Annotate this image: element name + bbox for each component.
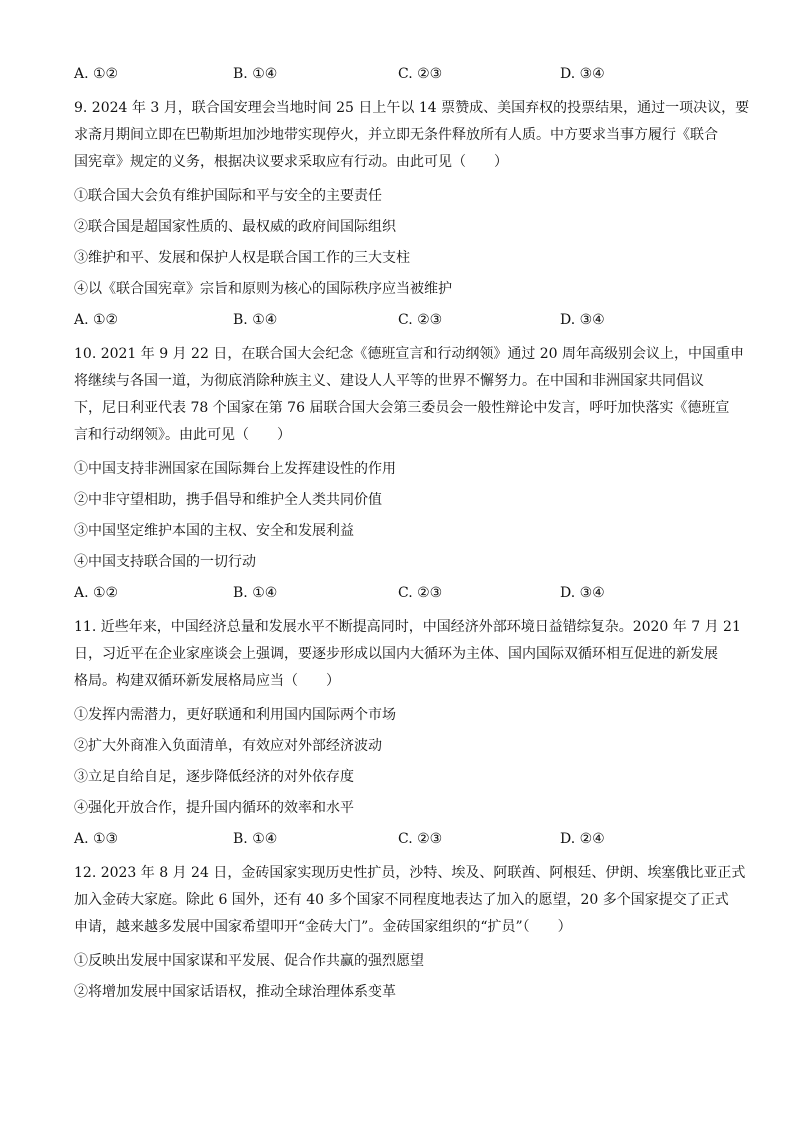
q12-statement-2: ②将增加发展中国家话语权，推动全球治理体系变革 (74, 984, 396, 1000)
q11-option-c: C. ②③ (398, 831, 443, 847)
q9-stem (74, 95, 750, 176)
q9-option-c: C. ②③ (398, 312, 443, 328)
q12-stem-line: 申请，越来越多发展中国家希望叩开“金砖大门”。金砖国家组织的“扩员”（ ） (74, 919, 572, 935)
q10-statement-1: ①中国支持非洲国家在国际舞台上发挥建设性的作用 (74, 461, 396, 477)
q11-option-d: D. ②④ (560, 831, 605, 847)
q10-stem-line: 将继续与各国一道，为彻底消除种族主义、建设人人平等的世界不懈努力。在中国和非洲国家共同倡议 (74, 373, 704, 389)
q11-statement-3: ③立足自给自足，逐步降低经济的对外依存度 (74, 769, 354, 785)
q8-option-c: C. ②③ (398, 66, 443, 82)
q11-stem-line: 日，习近平在企业家座谈会上强调，要逐步形成以国内大循环为主体、国内国际双循环相互促进的新发展 (74, 646, 718, 662)
q9-options (74, 310, 724, 331)
q11-option-a: A. ①③ (74, 831, 119, 847)
q10-stem-line: 言和行动纲领》。由此可见（ ） (74, 427, 291, 443)
q10-option-a: A. ①② (74, 585, 119, 601)
q10-statement-4: ④中国支持联合国的一切行动 (74, 554, 256, 570)
q11-option-b: B. ①④ (233, 831, 278, 847)
exam-page (74, 64, 750, 1013)
q12-statement-1: ①反映出发展中国家谋和平发展、促合作共赢的强烈愿望 (74, 953, 424, 969)
q9-option-a: A. ①② (74, 312, 119, 328)
q11-stem-line: 格局。构建双循环新发展格局应当（ ） (74, 673, 340, 689)
q10-stem (74, 341, 745, 449)
q11-statement-1: ①发挥内需潜力，更好联通和利用国内国际两个市场 (74, 707, 396, 723)
q10-statement-2: ②中非守望相助，携手倡导和维护全人类共同价值 (74, 492, 382, 508)
q10-options (74, 583, 724, 604)
q10-stem-line: 10. 2021 年 9 月 22 日，在联合国大会纪念《德班宣言和行动纲领》通过 20 周年高级别会议上，中国重申 (74, 346, 745, 362)
q9-option-d: D. ③④ (560, 312, 605, 328)
q9-statement-3: ③维护和平、发展和保护人权是联合国工作的三大支柱 (74, 250, 410, 266)
q10-stem-line: 下，尼日利亚代表 78 个国家在第 76 届联合国大会第三委员会一般性辩论中发言，呼吁加快落实《德班宣 (74, 400, 730, 416)
q9-stem-line: 9. 2024 年 3 月，联合国安理会当地时间 25 日上午以 14 票赞成、美国弃权的投票结果，通过一项决议，要 (74, 100, 750, 116)
q11-statement-2: ②扩大外商准入负面清单，有效应对外部经济波动 (74, 738, 382, 754)
q9-statement-2: ②联合国是超国家性质的、最权威的政府间国际组织 (74, 219, 396, 235)
q8-option-a: A. ①② (74, 66, 119, 82)
q10-option-c: C. ②③ (398, 585, 443, 601)
q9-option-b: B. ①④ (233, 312, 278, 328)
q10-option-b: B. ①④ (233, 585, 278, 601)
q11-stem (74, 614, 741, 695)
q10-option-d: D. ③④ (560, 585, 605, 601)
q8-option-b: B. ①④ (233, 66, 278, 82)
q8-option-d: D. ③④ (560, 66, 605, 82)
q12-stem-line: 12. 2023 年 8 月 24 日，金砖国家实现历史性扩员，沙特、埃及、阿联酋、阿根廷、伊朗、埃塞俄比亚正式 (74, 865, 746, 881)
q9-stem-line: 求斋月期间立即在巴勒斯坦加沙地带实现停火，并立即无条件释放所有人质。中方要求当事方履行《联合 (74, 127, 718, 143)
q9-stem-line: 国宪章》规定的义务，根据决议要求采取应有行动。由此可见（ ） (74, 154, 508, 170)
q11-stem-line: 11. 近些年来，中国经济总量和发展水平不断提高同时，中国经济外部环境日益错综复杂。2020 年 7 月 21 (74, 619, 741, 635)
q12-stem (74, 860, 746, 941)
q12-stem-line: 加入金砖大家庭。除此 6 国外，还有 40 多个国家不同程度地表达了加入的愿望，20 多个国家提交了正式 (74, 892, 729, 908)
q11-statement-4: ④强化开放合作，提升国内循环的效率和水平 (74, 800, 354, 816)
q11-options (74, 829, 724, 850)
q8-options (74, 64, 724, 85)
q10-statement-3: ③中国坚定维护本国的主权、安全和发展利益 (74, 523, 354, 539)
q9-statement-4: ④以《联合国宪章》宗旨和原则为核心的国际秩序应当被维护 (74, 281, 452, 297)
q9-statement-1: ①联合国大会负有维护国际和平与安全的主要责任 (74, 188, 382, 204)
